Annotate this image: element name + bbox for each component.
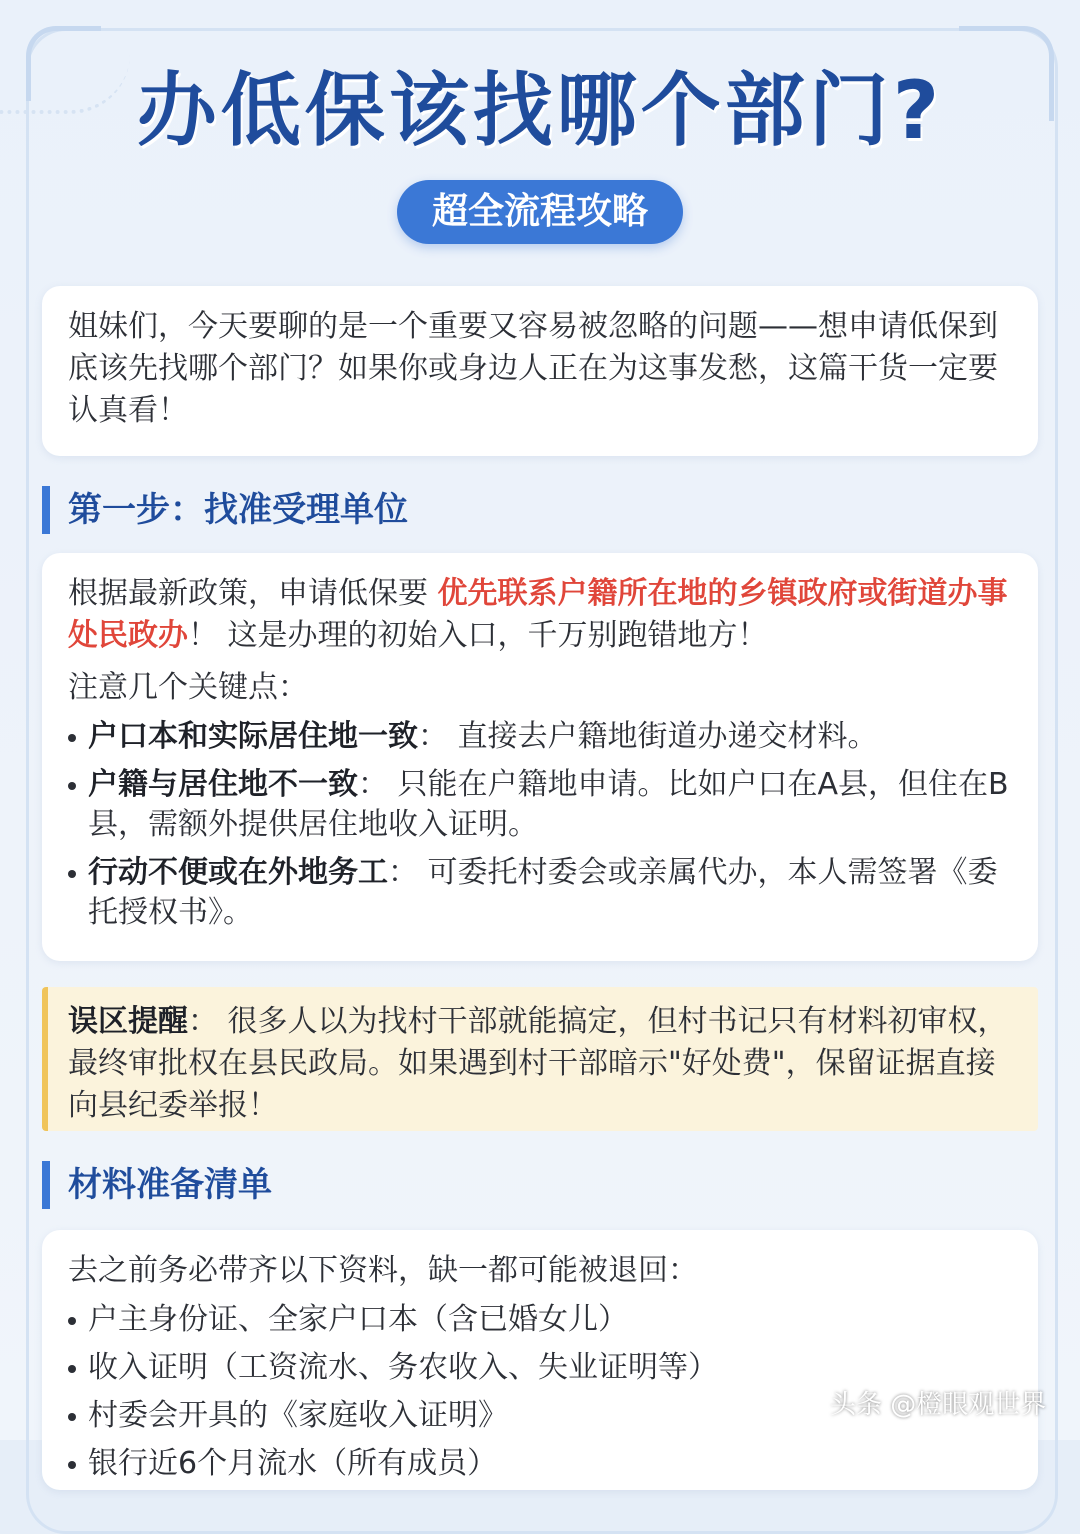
warning-text	[68, 1001, 1018, 1127]
step1-note: 注意几个关键点：	[68, 670, 308, 705]
step1-lead-before: 根据最新政策，申请低保要	[68, 576, 438, 611]
warning-key: 误区提醒	[68, 1004, 188, 1039]
point-text: ： 可委托村委会或亲属代办，本人需签署《委托授权书》。	[88, 855, 998, 930]
step1-lead-highlight: 优先联系户籍所在地的乡镇政府或街道办事处民政办	[68, 576, 1008, 653]
materials-card	[42, 1230, 1038, 1490]
step1-card	[42, 553, 1038, 961]
list-item	[68, 853, 1012, 933]
warning-box	[42, 987, 1038, 1131]
key-points-list	[68, 717, 1012, 933]
list-item	[68, 765, 1012, 845]
materials-lead: 去之前务必带齐以下资料，缺一都可能被退回：	[68, 1253, 698, 1288]
warning-body: ： 很多人以为找村干部就能搞定，但村书记只有材料初审权，最终审批权在县民政局。如果遇到村干部暗示"好处费"，保留证据直接向县纪委举报！	[68, 1004, 1008, 1123]
section-heading-materials: 材料准备清单	[42, 1161, 272, 1209]
section-heading-step1: 第一步：找准受理单位	[42, 486, 408, 534]
intro-text: 姐妹们，今天要聊的是一个重要又容易被忽略的问题——想申请低保到底该先找哪个部门？如果你或身边人正在为这事发愁，这篇干货一定要认真看！	[68, 309, 998, 428]
point-text: ： 直接去户籍地街道办递交材料。	[418, 719, 878, 754]
watermark: 头条 @橙眼观世界	[830, 1390, 1047, 1420]
list-item	[68, 717, 1012, 757]
point-key: 行动不便或在外地务工	[88, 855, 388, 890]
list-item: 银行近6个月流水（所有成员）	[68, 1444, 1012, 1484]
page-title: 办低保该找哪个部门?	[136, 64, 944, 157]
point-key: 户籍与居住地不一致	[88, 767, 358, 802]
point-key: 户口本和实际居住地一致	[88, 719, 418, 754]
list-item: 户主身份证、全家户口本（含已婚女儿）	[68, 1300, 1012, 1340]
step1-lead-after: ！ 这是办理的初始入口，千万别跑错地方！	[188, 618, 768, 653]
point-text: ： 只能在户籍地申请。比如户口在A县，但住在B县，需额外提供居住地收入证明。	[88, 767, 1009, 842]
step1-lead	[68, 573, 1012, 657]
intro-card	[42, 286, 1038, 456]
list-item: 收入证明（工资流水、务农收入、失业证明等）	[68, 1348, 1012, 1388]
subtitle-badge: 超全流程攻略	[397, 180, 683, 244]
list-item: 村委会开具的《家庭收入证明》	[68, 1396, 1012, 1436]
